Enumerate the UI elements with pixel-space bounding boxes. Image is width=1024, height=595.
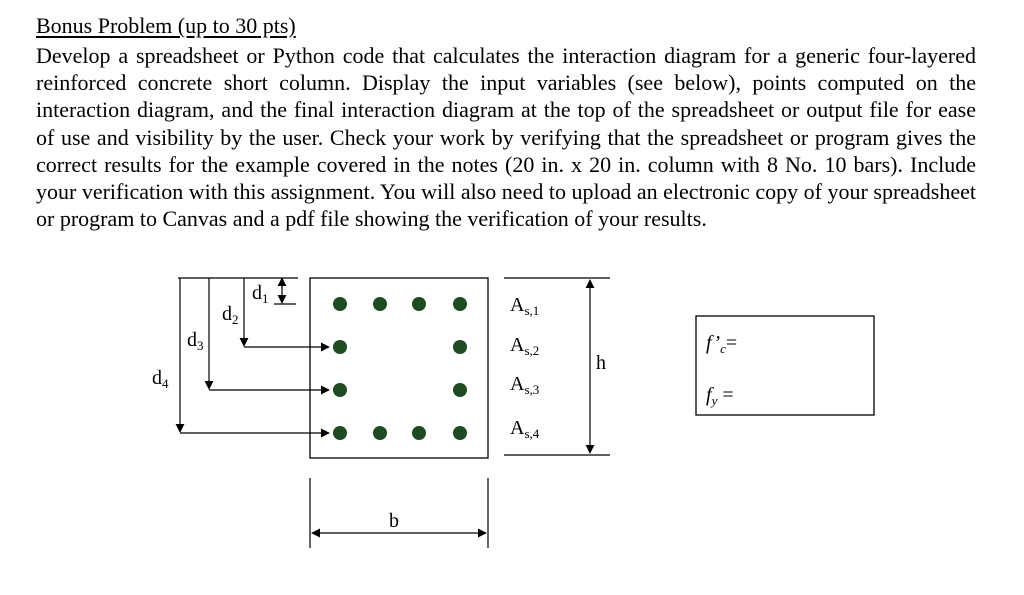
- rebar-layer4-4: [453, 426, 467, 440]
- as3-label: $A_{s,3}$: [510, 373, 540, 397]
- rebar-layer2-1: [333, 340, 347, 354]
- as4-label: $A_{s,4}$: [510, 417, 540, 441]
- fy-label: $f_y$ =: [706, 384, 734, 408]
- rebar-layer1-4: [453, 297, 467, 311]
- rebar-layer1-3: [412, 297, 426, 311]
- rebar-group: [333, 297, 467, 440]
- rebar-layer4-3: [412, 426, 426, 440]
- rebar-layer2-2: [453, 340, 467, 354]
- problem-title: Bonus Problem (up to 30 pts): [36, 13, 296, 38]
- d3-label: $d_3$: [187, 329, 204, 353]
- d1-label: $d_1$: [252, 282, 269, 306]
- rebar-layer1-1: [333, 297, 347, 311]
- rebar-layer1-2: [373, 297, 387, 311]
- rebar-layer4-1: [333, 426, 347, 440]
- problem-statement: Develop a spreadsheet or Python code that calculates the interaction diagram for a generic four-layered reinforced concrete short column. Display the input variables (see below), points computed on the interaction diagram, and the final interaction diagram at the top of the spreadsheet or output file for ease of use and visibility by the user. Check your work by verifying that the spreadsheet or program gives the correct results for the example covered in the notes (20 in. x 20 in. column with 8 No. 10 bars). Include your verification with this assignment. You will also need to upload an electronic copy of your spreadsheet or program to Canvas and a pdf file showing the verification of your results.: [36, 43, 976, 232]
- fc-label: $f’_c=$: [706, 332, 738, 356]
- d4-label: $d_4$: [152, 367, 169, 391]
- rebar-layer4-2: [373, 426, 387, 440]
- d2-label: $d_2$: [222, 303, 239, 327]
- height-label: h: [596, 352, 606, 374]
- as1-label: $A_{s,1}$: [510, 294, 540, 318]
- rebar-layer3-2: [453, 383, 467, 397]
- rebar-layer3-1: [333, 383, 347, 397]
- as2-label: $A_{s,2}$: [510, 334, 540, 358]
- width-label: b: [389, 510, 399, 532]
